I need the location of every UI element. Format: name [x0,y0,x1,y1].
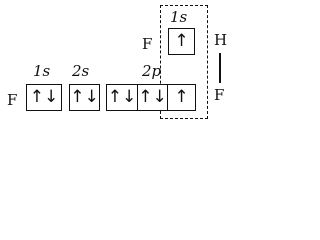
fluorine-1s-orbital-box: ↑↓ [26,84,62,111]
molecule-top-atom: H [214,31,228,49]
upper-1s-label: 1s [170,8,188,26]
fluorine-1s-label: 1s [33,62,51,80]
fluorine-2p-orbital-box-1: ↑↓ [106,84,138,111]
upper-1s-orbital-box: ↑ [168,28,195,55]
fluorine-2p-orbital-box-2: ↑↓ [137,84,169,111]
fluorine-2s-label: 2s [72,62,90,80]
orbital-diagram [0,0,233,127]
fluorine-2s-orbital-box: ↑↓ [69,84,100,111]
hf-bond-line [219,53,221,83]
fluorine-2p-orbital-box-3: ↑ [167,84,196,111]
molecule-bottom-atom: F [214,86,225,104]
upper-atom-symbol: F [142,35,153,53]
fluorine-atom-symbol: F [7,91,18,109]
fluorine-2p-label: 2p [142,62,162,80]
